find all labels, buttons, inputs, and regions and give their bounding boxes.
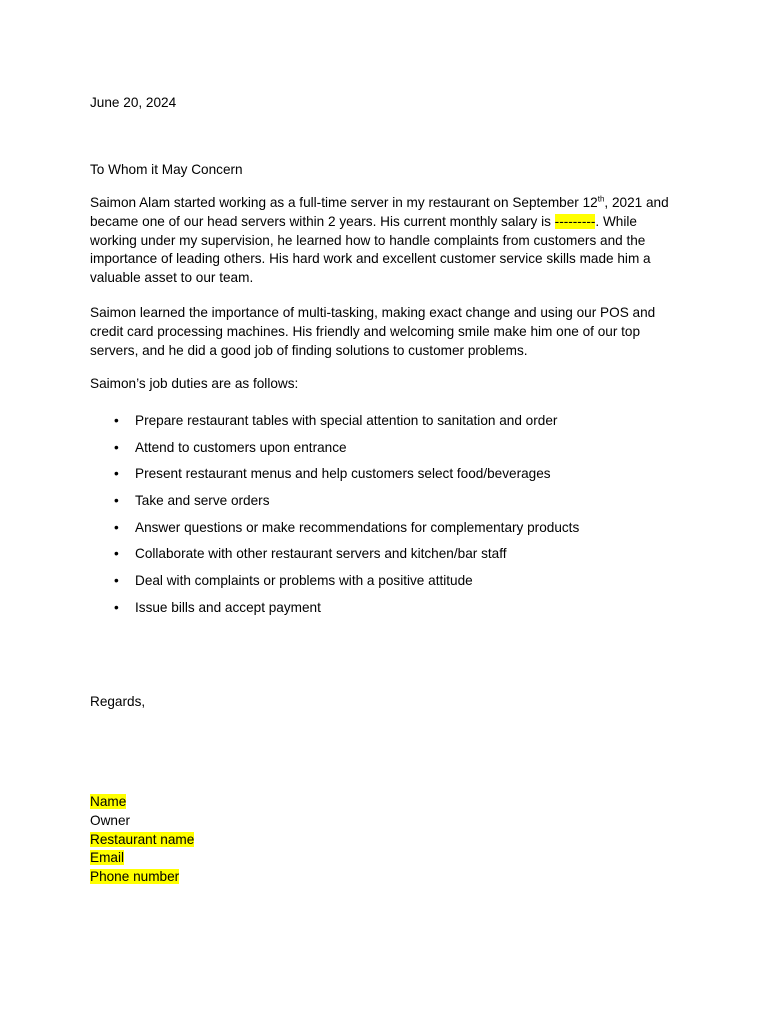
signature-title-line bbox=[90, 812, 680, 831]
letter-date: June 20, 2024 bbox=[90, 95, 177, 110]
list-item bbox=[90, 519, 680, 546]
list-item bbox=[90, 465, 680, 492]
signature-block bbox=[90, 793, 680, 887]
signature-restaurant: Restaurant name bbox=[90, 831, 195, 847]
letter-salutation: To Whom it May Concern bbox=[90, 162, 243, 177]
signature-phone: Phone number bbox=[90, 869, 180, 885]
signature-phone-line bbox=[90, 868, 680, 887]
list-item bbox=[90, 572, 680, 599]
duty-text: Issue bills and accept payment bbox=[135, 599, 321, 615]
ordinal-superscript: th bbox=[597, 194, 605, 204]
duty-text: Prepare restaurant tables with special attention to sanitation and order bbox=[135, 413, 558, 428]
duty-text: Take and serve orders bbox=[135, 493, 270, 509]
bullet-icon: • bbox=[114, 466, 119, 482]
paragraph-employment-text-b: , 2021 and became one of our head servers within 2 years. His current monthly salary is bbox=[90, 195, 669, 229]
list-item bbox=[90, 439, 680, 466]
list-item bbox=[90, 545, 680, 572]
duty-text: Deal with complaints or problems with a positive attitude bbox=[135, 573, 473, 589]
list-item bbox=[90, 599, 680, 626]
signature-name-line bbox=[90, 793, 680, 812]
duty-text: Collaborate with other restaurant servers and kitchen/bar staff bbox=[135, 546, 507, 562]
bullet-icon: • bbox=[114, 439, 119, 455]
letter-closing: Regards, bbox=[90, 694, 146, 709]
signature-restaurant-line bbox=[90, 831, 680, 850]
signature-name: Name bbox=[90, 794, 127, 809]
duty-text: Attend to customers upon entrance bbox=[135, 439, 347, 455]
paragraph-skills: Saimon learned the importance of multi-tasking, making exact change and using our POS and credit card processing machines. His friendly and welcoming smile make him one of our top servers, and he did a good job of finding solutions to customer problems. bbox=[90, 305, 656, 358]
bullet-icon: • bbox=[114, 599, 119, 615]
bullet-icon: • bbox=[114, 519, 119, 535]
signature-title: Owner bbox=[90, 812, 131, 828]
signature-email: Email bbox=[90, 850, 124, 866]
bullet-icon: • bbox=[114, 413, 119, 428]
signature-email-line bbox=[90, 849, 680, 868]
bullet-icon: • bbox=[114, 493, 119, 509]
list-item bbox=[90, 412, 680, 439]
duties-intro: Saimon’s job duties are as follows: bbox=[90, 376, 299, 391]
duty-text: Present restaurant menus and help customers select food/beverages bbox=[135, 466, 551, 482]
duties-list bbox=[90, 412, 680, 626]
bullet-icon: • bbox=[114, 573, 119, 589]
duty-text: Answer questions or make recommendations for complementary products bbox=[135, 519, 580, 535]
paragraph-employment-text-a: Saimon Alam started working as a full-time server in my restaurant on September 12 bbox=[90, 195, 598, 210]
salary-placeholder: --------- bbox=[554, 213, 596, 229]
paragraph-employment bbox=[90, 194, 680, 288]
paragraph-employment-text-c: . While working under my supervision, he learned how to handle complaints from customers and the importance of leading others. His hard work and excellent customer service skills made him a valuable asset to our team. bbox=[90, 213, 651, 286]
list-item bbox=[90, 492, 680, 519]
bullet-icon: • bbox=[114, 546, 119, 562]
